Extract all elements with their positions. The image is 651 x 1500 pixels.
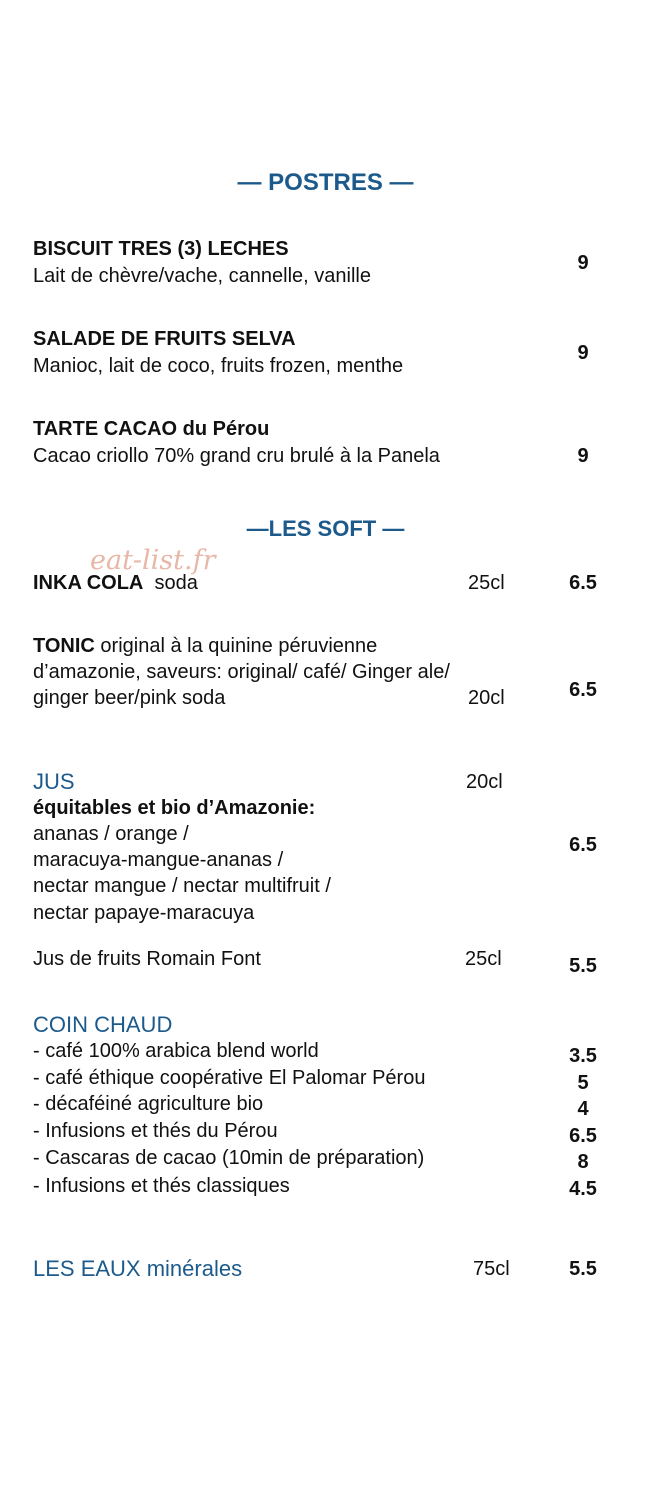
tonic-line-1 [33,635,377,658]
item-name: BISCUIT TRES (3) LECHES [33,238,289,260]
coin-item-name: - café éthique coopérative El Palomar Pérou [33,1067,426,1089]
item-description: Lait de chèvre/vache, cannelle, vanille [33,265,371,287]
item-volume: 25cl [468,572,505,594]
item-volume: 20cl [468,687,505,709]
watermark-logo: eat-list.fr [90,545,216,576]
item-price: 9 [577,252,589,274]
item-name: INKA COLA [33,572,144,594]
coin-item-name: - Infusions et thés du Pérou [33,1120,278,1142]
section-heading-postres: — POSTRES — [237,169,414,196]
coin-item-name: - café 100% arabica blend world [33,1040,319,1062]
jus-line: maracuya-mangue-ananas / [33,849,284,871]
item-price: 6.5 [569,1125,597,1147]
item-volume: 20cl [466,771,503,793]
inka-cola-item [33,572,198,595]
item-name: SALADE DE FRUITS SELVA [33,328,296,350]
item-price: 9 [577,342,589,364]
item-volume: 75cl [473,1258,510,1280]
item-description: original à la quinine péruvienne [94,635,378,657]
item-description: Cacao criollo 70% grand cru brulé à la Panela [33,445,440,467]
item-price: 3.5 [569,1045,597,1067]
item-price: 5.5 [569,955,597,977]
item-price: 6.5 [569,572,597,594]
jus-line: nectar papaye-maracuya [33,902,255,924]
section-heading-coin-chaud: COIN CHAUD [33,1012,173,1037]
jus-line: ananas / orange / [33,823,189,845]
item-description: d’amazonie, saveurs: original/ café/ Ginger ale/ [33,661,450,683]
section-heading-jus: JUS [33,769,75,794]
item-price: 8 [577,1151,589,1173]
coin-item-name: - Cascaras de cacao (10min de préparation) [33,1147,425,1169]
item-name: TONIC [33,635,95,657]
item-price: 5 [577,1072,589,1094]
item-price: 6.5 [569,834,597,856]
item-description: soda [154,572,198,594]
jus-subtitle: équitables et bio d’Amazonie: [33,797,316,819]
jus-line: nectar mangue / nectar multifruit / [33,875,331,897]
item-volume: 25cl [465,948,502,970]
item-name: Jus de fruits Romain Font [33,948,261,970]
item-price: 4 [577,1098,589,1120]
item-name: TARTE CACAO du Pérou [33,418,270,440]
item-description: Manioc, lait de coco, fruits frozen, menthe [33,355,404,377]
coin-item-name: - décaféiné agriculture bio [33,1093,264,1115]
item-description: ginger beer/pink soda [33,687,226,709]
item-price: 6.5 [569,679,597,701]
item-price: 9 [577,445,589,467]
coin-item-name: - Infusions et thés classiques [33,1175,290,1197]
item-price: 4.5 [569,1178,597,1200]
section-heading-eaux: LES EAUX minérales [33,1256,243,1281]
section-heading-soft: —LES SOFT — [246,516,405,541]
item-price: 5.5 [569,1258,597,1280]
